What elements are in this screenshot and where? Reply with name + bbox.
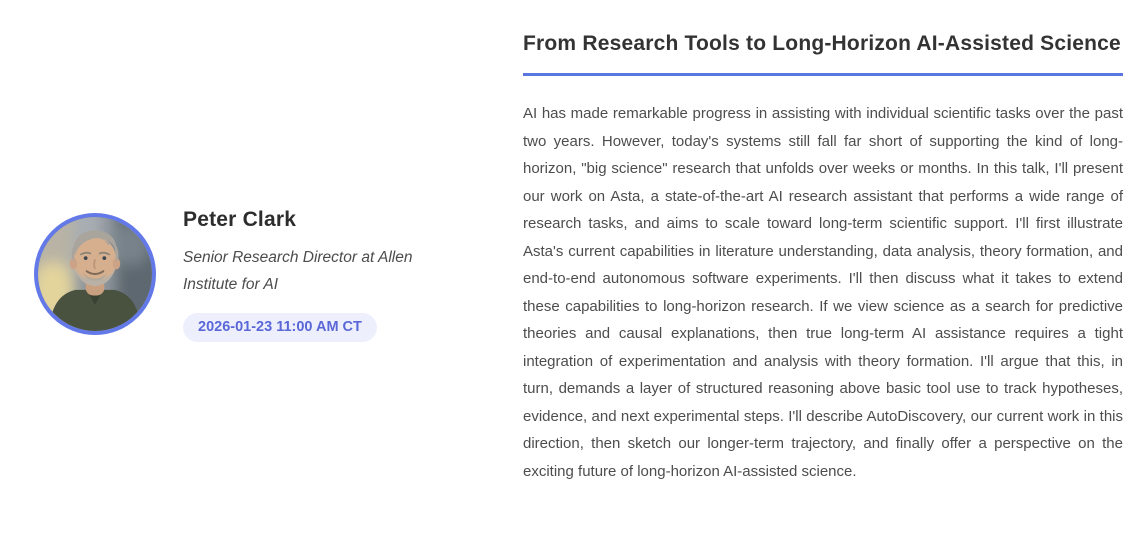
speaker-card (34, 208, 439, 342)
talk-abstract: AI has made remarkable progress in assisting with individual scientific tasks over the past two years. However, today's systems still fall far short of supporting the kind of long-horizon, "big science" research that unfolds over weeks or months. In this talk, I'll present our work on Asta, a state-of-the-art AI research assistant that performs a wide range of research tasks, and aims to scale toward long-term scientific support. I'll first illustrate Asta's current capabilities in literature understanding, data analysis, theory formation, and end-to-end autonomous software experiments. I'll then discuss what it takes to extend these capabilities to long-horizon research. If we view science as a search for predictive theories and causal explanations, then true long-term AI assistance requires a tight integration of experimentation and analysis with theory formation. I'll argue that this, in turn, demands a layer of structured reasoning above basic tool use to track hypotheses, evidence, and next experimental steps. I'll describe AutoDiscovery, our current work in this direction, then sketch our longer-term trajectory, and finally offer a perspective on the exciting future of long-horizon AI-assisted science. (523, 105, 1123, 480)
speaker-name: Peter Clark (183, 208, 297, 231)
title-divider (523, 73, 1123, 76)
speaker-portrait-icon (38, 217, 152, 331)
speaker-avatar (34, 213, 156, 335)
speaker-info (183, 208, 439, 342)
talk-section (523, 0, 1123, 485)
speaker-affiliation: Senior Research Director at Allen Institute for AI (183, 249, 413, 293)
talk-datetime-badge: 2026-01-23 11:00 AM CT (183, 313, 377, 342)
talk-title: From Research Tools to Long-Horizon AI-Assisted Science (523, 32, 1121, 55)
